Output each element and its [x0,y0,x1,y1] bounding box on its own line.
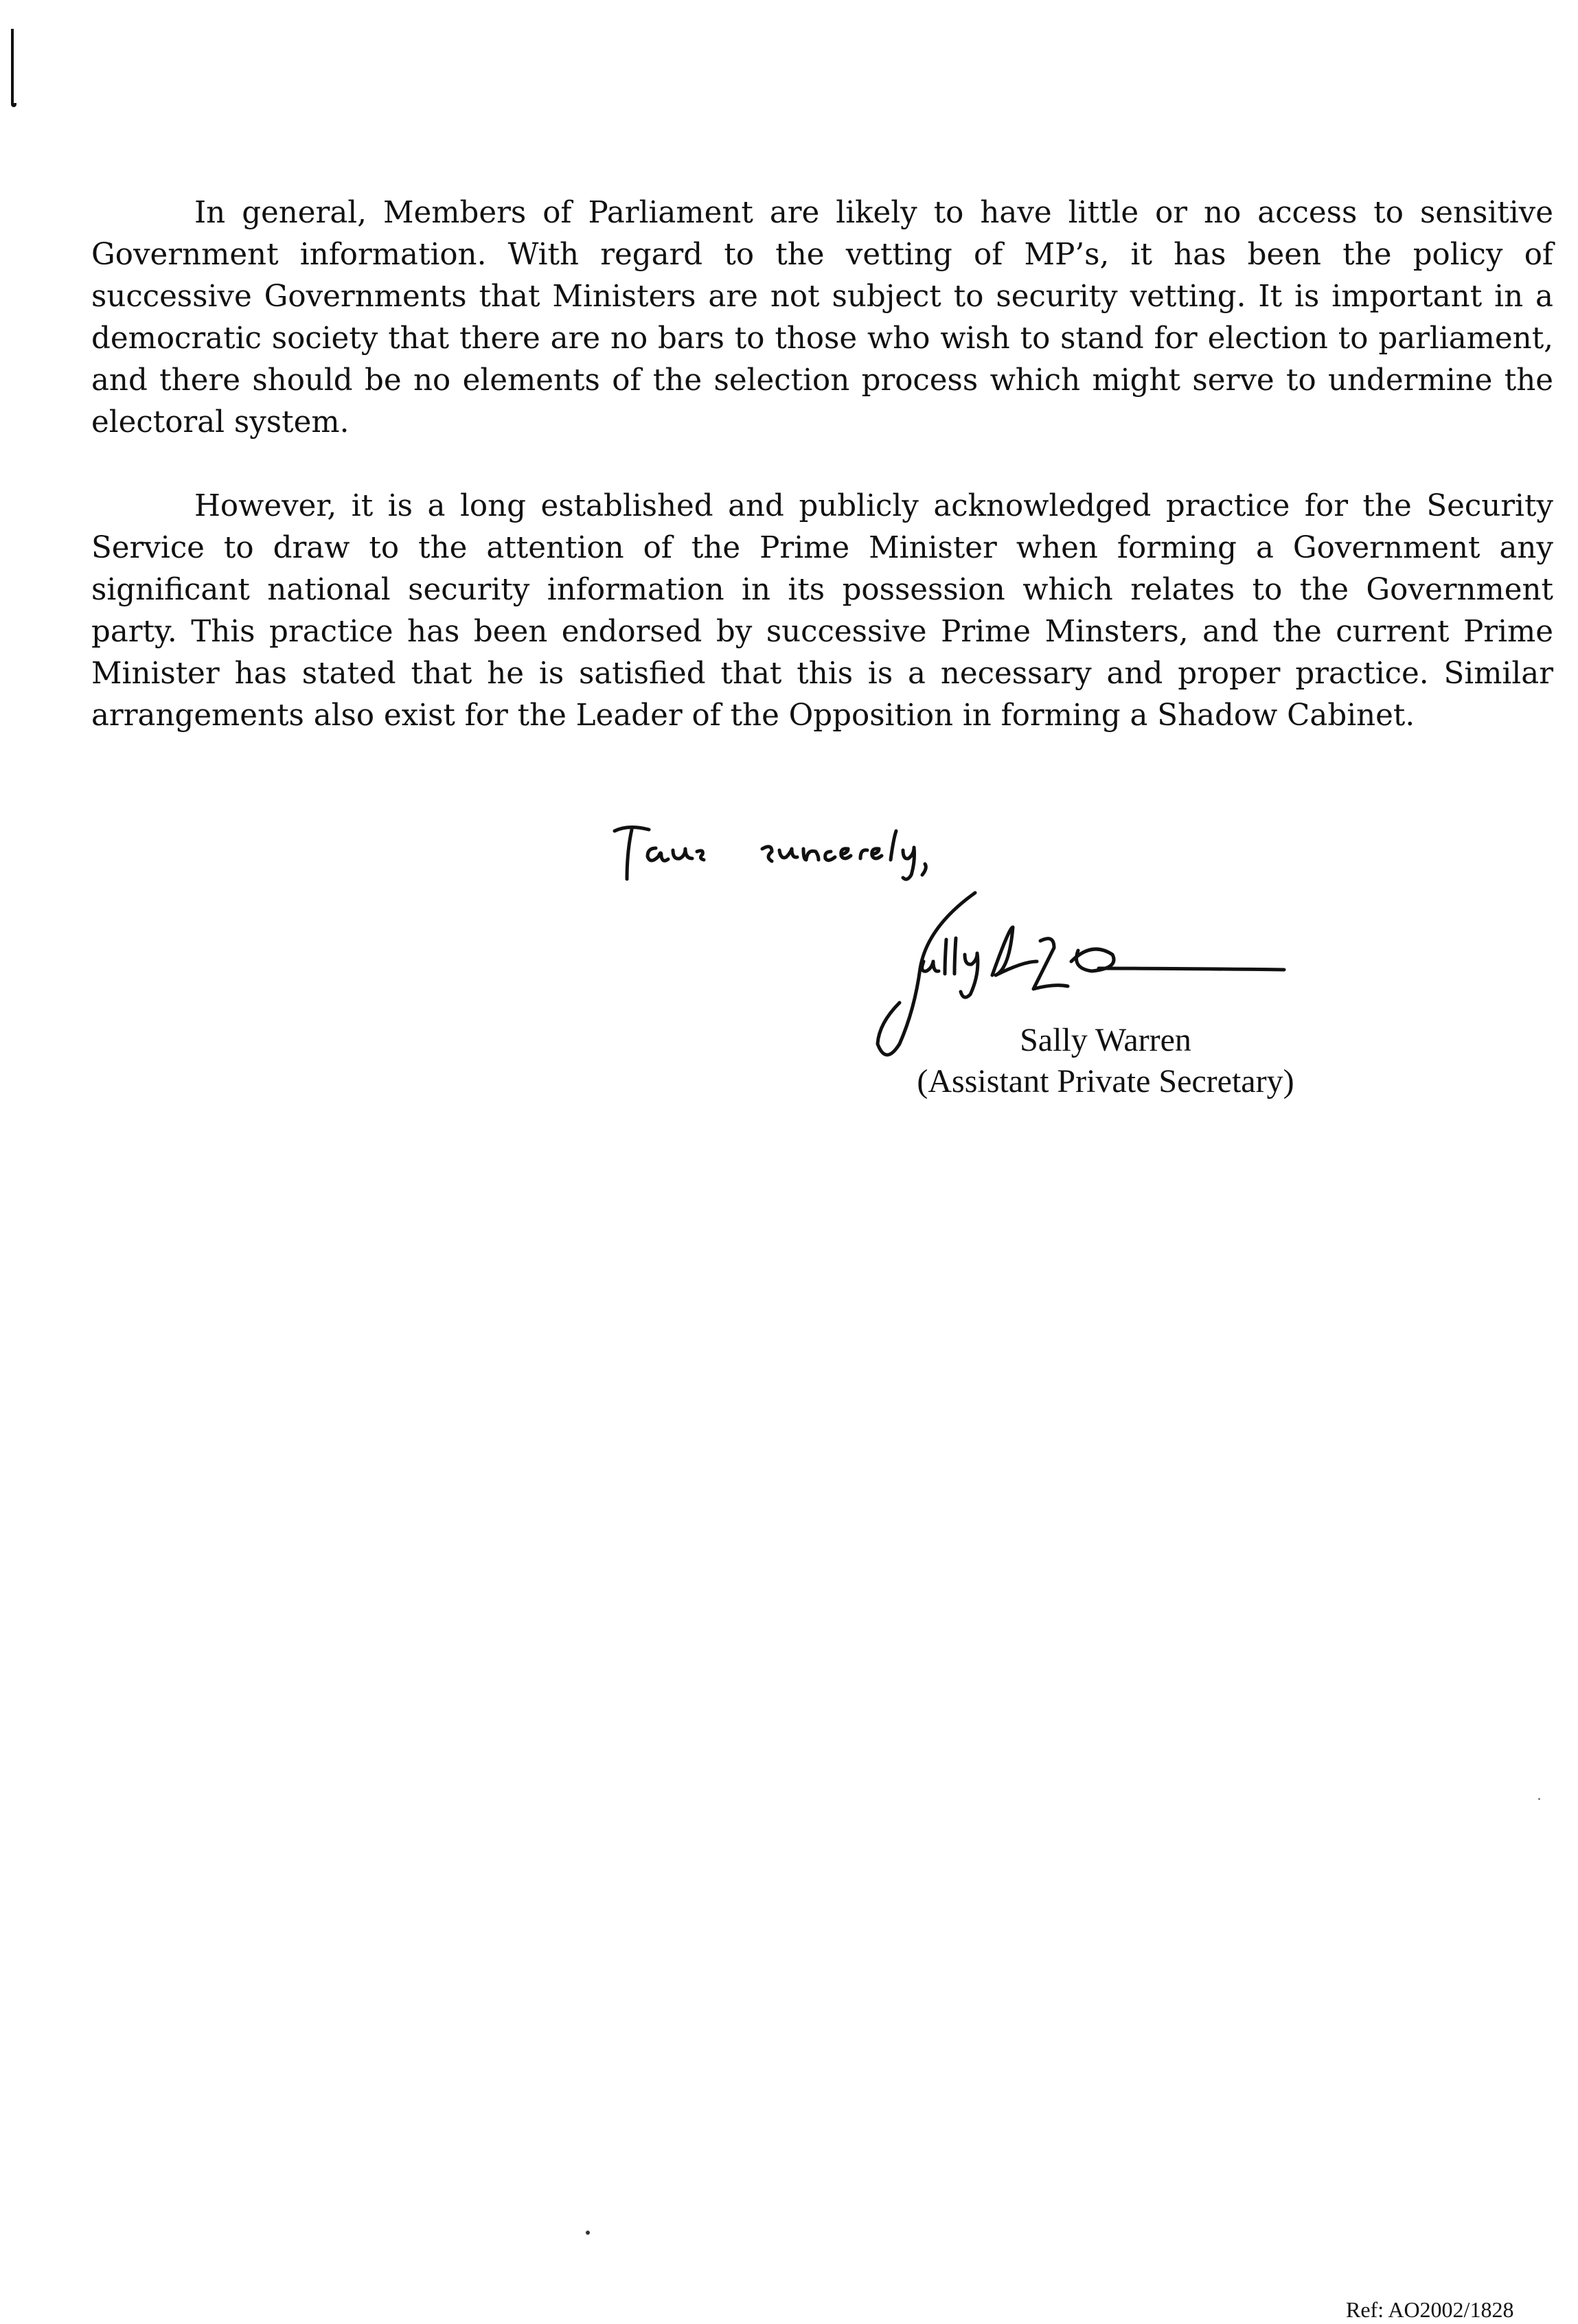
signatory-title: (Assistant Private Secretary) [917,1063,1294,1100]
letter-body [91,192,1553,779]
paragraph-1: In general, Members of Parliament are likely to have little or no access to sensitive Government information. With regard to the vetting of MP’s, it has been the policy of successive Governments that Ministers are not subject to security vetting. It is important in a democratic society that there are no bars to those who wish to stand for election to parliament, and there should be no elements of the selection process which might serve to undermine the electoral system. [91,196,1553,440]
paragraph-2: However, it is a long established and publicly acknowledged practice for the Security Service to draw to the attention of the Prime Minister when forming a Government any significant national security information in its possession which relates to the Government party. This practice has been endorsed by successive Prime Minsters, and the current Prime Minister has stated that he is satisfied that this is a necessary and proper practice. Similar arrangements also exist for the Leader of the Opposition in forming a Shadow Cabinet. [91,489,1553,733]
scan-dot [586,2231,590,2235]
handwritten-closing [608,810,965,886]
margin-mark [11,29,14,104]
reference-number: Ref: AO2002/1828 [1346,2297,1514,2322]
scan-speck [1538,1798,1540,1800]
signatory-name: Sally Warren [1020,1022,1191,1058]
